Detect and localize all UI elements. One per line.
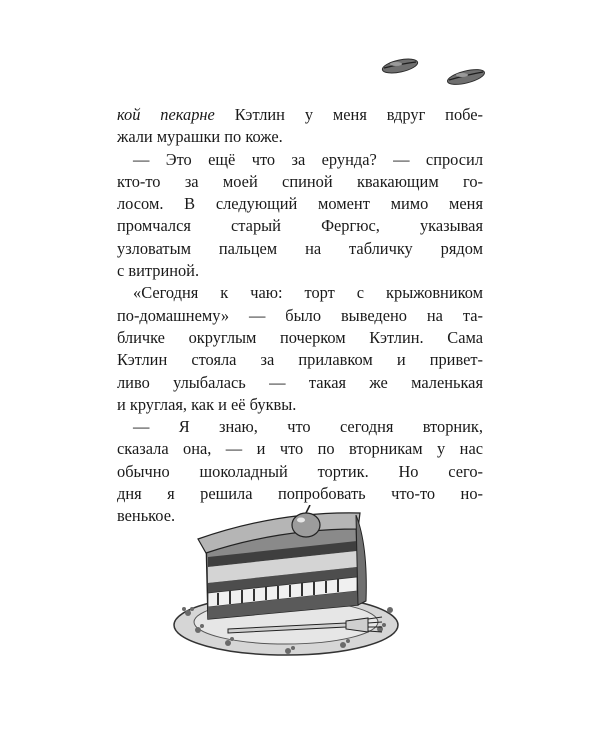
paragraph-3: [117, 282, 483, 416]
story-text: [117, 104, 483, 528]
italic-phrase: кой пекарне: [117, 105, 215, 124]
text-line: ливо улыбалась — такая же маленькая: [117, 372, 483, 392]
text-line: с витриной.: [117, 261, 200, 281]
paragraph-2: [117, 149, 483, 283]
coffee-beans-icon: [376, 50, 496, 90]
text-line: дня я решила попробовать что-то но-: [117, 484, 483, 504]
text-line: «Сегодня к чаю: торт с крыжовником: [133, 283, 483, 303]
text-line: сказала она, — и что по вторникам у нас: [117, 439, 483, 459]
text-line: — Это ещё что за ерунда? — спросил: [133, 149, 483, 169]
text-line: — Я знаю, что сегодня вторник,: [133, 417, 483, 437]
text-line: обычно шоколадный тортик. Но сего-: [117, 461, 483, 481]
text-line: по-домашнему» — было выведено на та-: [117, 305, 483, 325]
gooseberry-icon: [292, 513, 320, 537]
paragraph-1: [117, 104, 483, 149]
text-line: кой пекарне Кэтлин у меня вдруг побе-: [117, 105, 483, 124]
text-line: промчался старый Фергюс, указывая: [117, 216, 483, 236]
text-line: лосом. В следующий момент мимо меня: [117, 194, 483, 214]
text-line: узловатым пальцем на табличку рядом: [117, 238, 483, 258]
text-line: Кэтлин стояла за прилавком и привет-: [117, 350, 483, 370]
text-line: жали мурашки по коже.: [117, 127, 283, 147]
text-line: бличке округлым почерком Кэтлин. Сама: [117, 327, 483, 347]
gooseberry-cake-illustration: [168, 505, 418, 665]
text-line: и круглая, как и её буквы.: [117, 394, 297, 414]
text-line: венькое.: [117, 506, 176, 526]
text-line: кто-то за моей спиной квакающим го-: [117, 171, 483, 191]
